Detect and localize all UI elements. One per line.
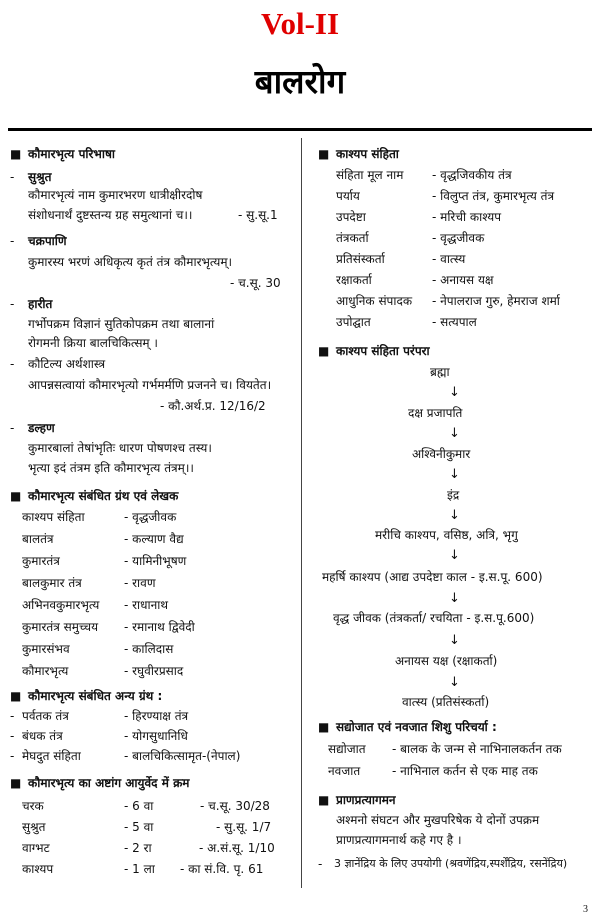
table-cell: प्रतिसंस्कर्ता [336,252,385,266]
paragraph-line: 3 ज्ञानेंद्रिय के लिए उपयोगी (श्रवणेंद्रिय,स्पर्शेंद्रिय, रसनेंद्रिय) [334,857,568,870]
table-cell: - हिरण्याक्ष तंत्र [124,709,189,723]
section-heading: काश्यप संहिता [336,147,399,161]
table-cell: रक्षाकर्ता [336,273,372,287]
lineage-node: ब्रह्मा [430,365,450,379]
table-cell: उपोद्घात [336,315,371,329]
quote-line: आपन्नसत्वायां कौमारभृत्यो गर्भमर्मणि प्रजनने च। वियतेत। [28,378,272,392]
arrow-down-icon: ↓ [449,508,460,523]
lineage-node: इंद्र [447,488,460,502]
table-cell: - नाभिनाल कर्तन से एक माह तक [392,764,538,778]
lineage-node: महर्षि काश्यप (आद्य उपदेष्टा काल - इ.स.पू. 600) [322,570,543,584]
bullet-icon: ■ [10,489,22,503]
lineage-node: वृद्ध जीवक (तंत्रकर्ता/ रचयिता - इ.स.पू.600) [333,611,535,625]
table-cell: तंत्रकर्ता [336,231,369,245]
paragraph-line: अश्मनो संघटन और मुखपरिषेक ये दोनों उपक्रम [336,813,540,827]
table-cell: - अनायस यक्ष [432,273,494,287]
table-cell: - यामिनीभूषण [124,554,187,568]
dash-bullet: - [10,357,15,371]
section-heading: कौमारभृत्य परिभाषा [28,147,115,161]
table-cell: संहिता मूल नाम [336,168,404,182]
table-cell: अभिनवकुमारभृत्य [22,598,100,612]
table-cell: बंधक तंत्र [22,729,63,743]
arrow-down-icon: ↓ [449,633,460,648]
table-cell: - कल्याण वैद्य [124,532,184,546]
arrow-down-icon: ↓ [449,548,460,563]
bullet-icon: ■ [318,344,330,358]
section-heading: कौमारभृत्य संबंधित ग्रंथ एवं लेखक [28,489,179,503]
table-cell: वाग्भट [22,841,50,855]
table-cell: - बालक के जन्म से नाभिनालकर्तन तक [392,742,562,756]
bullet-icon: ■ [318,793,330,807]
table-cell: - रावण [124,576,156,590]
arrow-down-icon: ↓ [449,675,460,690]
table-cell: - राधानाथ [124,598,169,612]
table-cell: - वात्स्य [432,252,466,266]
lineage-node: दक्ष प्रजापति [408,406,463,420]
arrow-down-icon: ↓ [449,385,460,400]
quote-line: कुमारबालां तेषांभृतिः धारण पोषणश्च तस्य। [28,441,212,455]
table-cell: - च.सू. 30/28 [200,799,270,813]
lineage-node: मरीचि काश्यप, वसिष्ठ, अत्रि, भृगु [375,528,518,542]
subheading: कौटिल्य अर्थशास्त्र [28,357,106,371]
quote-line: गर्भोपक्रम विज्ञानं सुतिकोपक्रम तथा बालानां [28,317,215,331]
table-cell: पर्वतक तंत्र [22,709,69,723]
table-cell: - योगसुधानिधि [124,729,188,743]
table-cell: कुमारतंत्र समुच्चय [22,620,99,634]
table-cell: - 6 वा [124,799,154,813]
table-cell: - 5 वा [124,820,154,834]
table-cell: - वृद्धजिवकीय तंत्र [432,168,512,182]
table-cell: चरक [22,799,44,813]
column-divider [301,138,302,888]
quote-line: कौमारभृत्यं नाम कुमारभरण धात्रीक्षीरदोष [28,188,203,202]
table-cell: - विलुप्त तंत्र, कुमारभृत्य तंत्र [432,189,555,203]
table-cell: - बालचिकित्सामृत-(नेपाल) [124,749,241,763]
quote-line: कुमारस्य भरणं अधिकृत्य कृतं तंत्र कौमारभृत्यम्। [28,255,233,269]
lineage-node: वात्स्य (प्रतिसंस्कर्ता) [402,695,490,709]
section-heading: सद्योजात एवं नवजात शिशु परिचर्या : [336,720,497,734]
dash-bullet: - [10,709,15,723]
lineage-node: अनायस यक्ष (रक्षाकर्ता) [395,654,498,668]
table-cell: काश्यप [22,862,54,876]
table-cell: सद्योजात [328,742,366,756]
table-cell: कुमारसंभव [22,642,70,656]
table-cell: कौमारभृत्य [22,664,69,678]
reference: - सु.सू.1 [238,208,278,222]
dash-bullet: - [318,857,323,871]
quote-line: संशोधनार्थं दुष्टस्तन्य ग्रह समुत्थानां च।। [28,208,193,222]
bullet-icon: ■ [318,720,330,734]
table-cell: - मरिची काश्यप [432,210,502,224]
table-cell: - का सं.वि. पृ. 61 [180,862,264,876]
table-cell: बालतंत्र [22,532,54,546]
section-heading: काश्यप संहिता परंपरा [336,344,430,358]
arrow-down-icon: ↓ [449,426,460,441]
arrow-down-icon: ↓ [449,591,460,606]
table-cell: मेघदुत संहिता [22,749,81,763]
table-cell: - नेपालराज गुरु, हेमराज शर्मा [432,294,560,308]
table-cell: सुश्रुत [22,820,46,834]
section-heading: कौमारभृत्य संबंधित अन्य ग्रंथ : [28,689,163,703]
table-cell: - रमानाथ द्विवेदी [124,620,195,634]
table-cell: कुमारतंत्र [22,554,60,568]
dash-bullet: - [10,234,15,248]
table-cell: उपदेष्टा [336,210,366,224]
subheading: डल्हण [28,421,55,435]
dash-bullet: - [10,749,15,763]
table-cell: बालकुमार तंत्र [22,576,82,590]
reference: - कौ.अर्थ.प्र. 12/16/2 [160,399,266,413]
page-title: बालरोग [254,62,346,101]
table-cell: - वृद्धजीवक [124,510,177,524]
table-cell: - सत्यपाल [432,315,477,329]
lineage-node: अश्विनीकुमार [412,447,471,461]
table-cell: - वृद्धजीवक [432,231,485,245]
subheading: हारीत [28,297,53,311]
table-cell: - सु.सू. 1/7 [216,820,272,834]
bullet-icon: ■ [318,147,330,161]
table-cell: - 2 रा [124,841,152,855]
arrow-down-icon: ↓ [449,467,460,482]
title-rule [8,128,592,131]
table-cell: पर्याय [336,189,360,203]
dash-bullet: - [10,421,15,435]
bullet-icon: ■ [10,689,22,703]
table-cell: नवजात [328,764,361,778]
subheading: सुश्रुत [28,170,52,184]
table-cell: - 1 ला [124,862,155,876]
dash-bullet: - [10,170,15,184]
volume-heading: Vol-II [260,6,340,41]
section-heading: प्राणप्रत्यागमन [336,793,396,807]
page-number: 3 [583,904,588,915]
reference: - च.सू. 30 [230,276,281,290]
dash-bullet: - [10,729,15,743]
table-cell: - अ.सं.सू. 1/10 [199,841,275,855]
bullet-icon: ■ [10,147,22,161]
paragraph-line: प्राणप्रत्यागमनार्थ कहे गए है । [336,833,462,847]
section-heading: कौमारभृत्य का अष्टांग आयुर्वेद में क्रम [28,776,190,790]
subheading: चक्रपाणि [28,234,67,248]
dash-bullet: - [10,297,15,311]
table-cell: - कालिदास [124,642,174,656]
table-cell: काश्यप संहिता [22,510,85,524]
bullet-icon: ■ [10,776,22,790]
table-cell: आधुनिक संपादक [336,294,413,308]
table-cell: - रघुवीरप्रसाद [124,664,184,678]
quote-line: भृत्या इदं तंत्रम इति कौमारभृत्य तंत्रम्।। [28,461,194,475]
quote-line: रोगमनी क्रिया बालचिकित्सम् । [28,336,158,350]
